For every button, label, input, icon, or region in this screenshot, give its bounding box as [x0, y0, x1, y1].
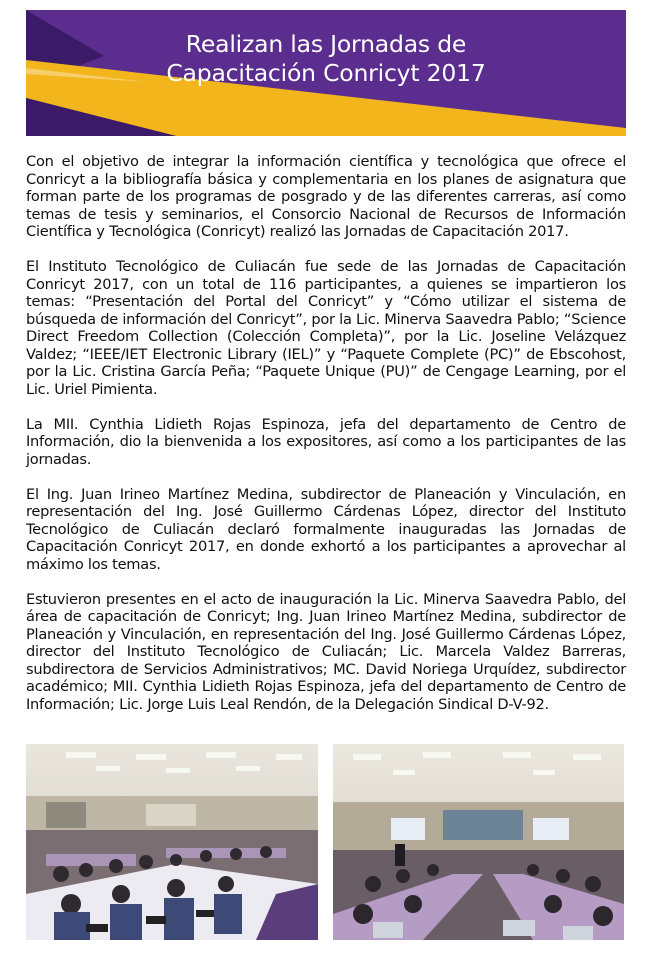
paragraph-3: La MII. Cynthia Lidieth Rojas Espinoza, jefa del departamento de Centro de Información, dio la bienvenida a los expositores, así como a los participantes de las jornadas.: [26, 415, 626, 468]
paragraph-4: El Ing. Juan Irineo Martínez Medina, subdirector de Planeación y Vinculación, en representación del Ing. José Guillermo Cárdenas López, director del Instituto Tecnológico de Culiacán declaró formalmente inauguradas las Jornadas de Capacitación Conricyt 2017, en donde exhortó a los participantes a aprovechar al máximo los temas.: [26, 485, 626, 573]
page-title: [26, 30, 626, 88]
conference-photo-right: [333, 744, 624, 940]
conference-room-photo-icon: [26, 744, 318, 940]
paragraph-2: El Instituto Tecnológico de Culiacán fue sede de las Jornadas de Capacitación Conricyt 2017, con un total de 116 participantes, a quienes se impartieron los temas: “Presentación del Portal del Conricyt” y “Cómo utilizar el sistema de búsqueda de información del Conricyt”, por la Lic. Minerva Saavedra Pablo; “Science Direct Freedom Collection (Colección Completa)”, por la Lic. Joseline Velázquez Valdez; “IEEE/IET Electronic Library (IEL)” y “Paquete Complete (PC)” de Ebscohost, por la Lic. Cristina García Peña; “Paquete Unique (PU)” de Cengage Learning, por el Lic. Uriel Pimienta.: [26, 258, 627, 398]
paragraph-5: Estuvieron presentes en el acto de inauguración la Lic. Minerva Saavedra Pablo, del área de capacitación de Conricyt; Ing. Juan Irineo Martínez Medina, subdirector de Planeación y Vinculación, en representación del Ing. José Guillermo Cárdenas López, director del Instituto Tecnológico de Culiacán; Lic. Marcela Valdez Barreras, subdirectora de Servicios Administrativos; MC. David Noriega Urquídez, subdirector académico; MII. Cynthia Lidieth Rojas Espinoza, jefa del departamento de Centro de Información; Lic. Jorge Luis Leal Rendón, de la Delegación Sindical D-V-92.: [26, 590, 626, 713]
paragraph-1: Con el objetivo de integrar la información científica y tecnológica que ofrece el Conricyt a la bibliografía básica y complementaria en los planes de asignatura que forman parte de los programas de posgrado y de las diferentes carreras, así como temas de tesis y seminarios, el Consorcio Nacional de Recursos de Información Científica y Tecnológica (Conricyt) realizó las Jornadas de Capacitación 2017.: [26, 153, 626, 240]
title-banner: [26, 10, 626, 136]
title-line-2: Capacitación Conricyt 2017: [166, 59, 486, 87]
article-body: [26, 153, 626, 731]
conference-room-photo-icon: [333, 744, 624, 940]
conference-photo-left: [26, 744, 318, 940]
title-line-1: Realizan las Jornadas de: [185, 30, 467, 58]
